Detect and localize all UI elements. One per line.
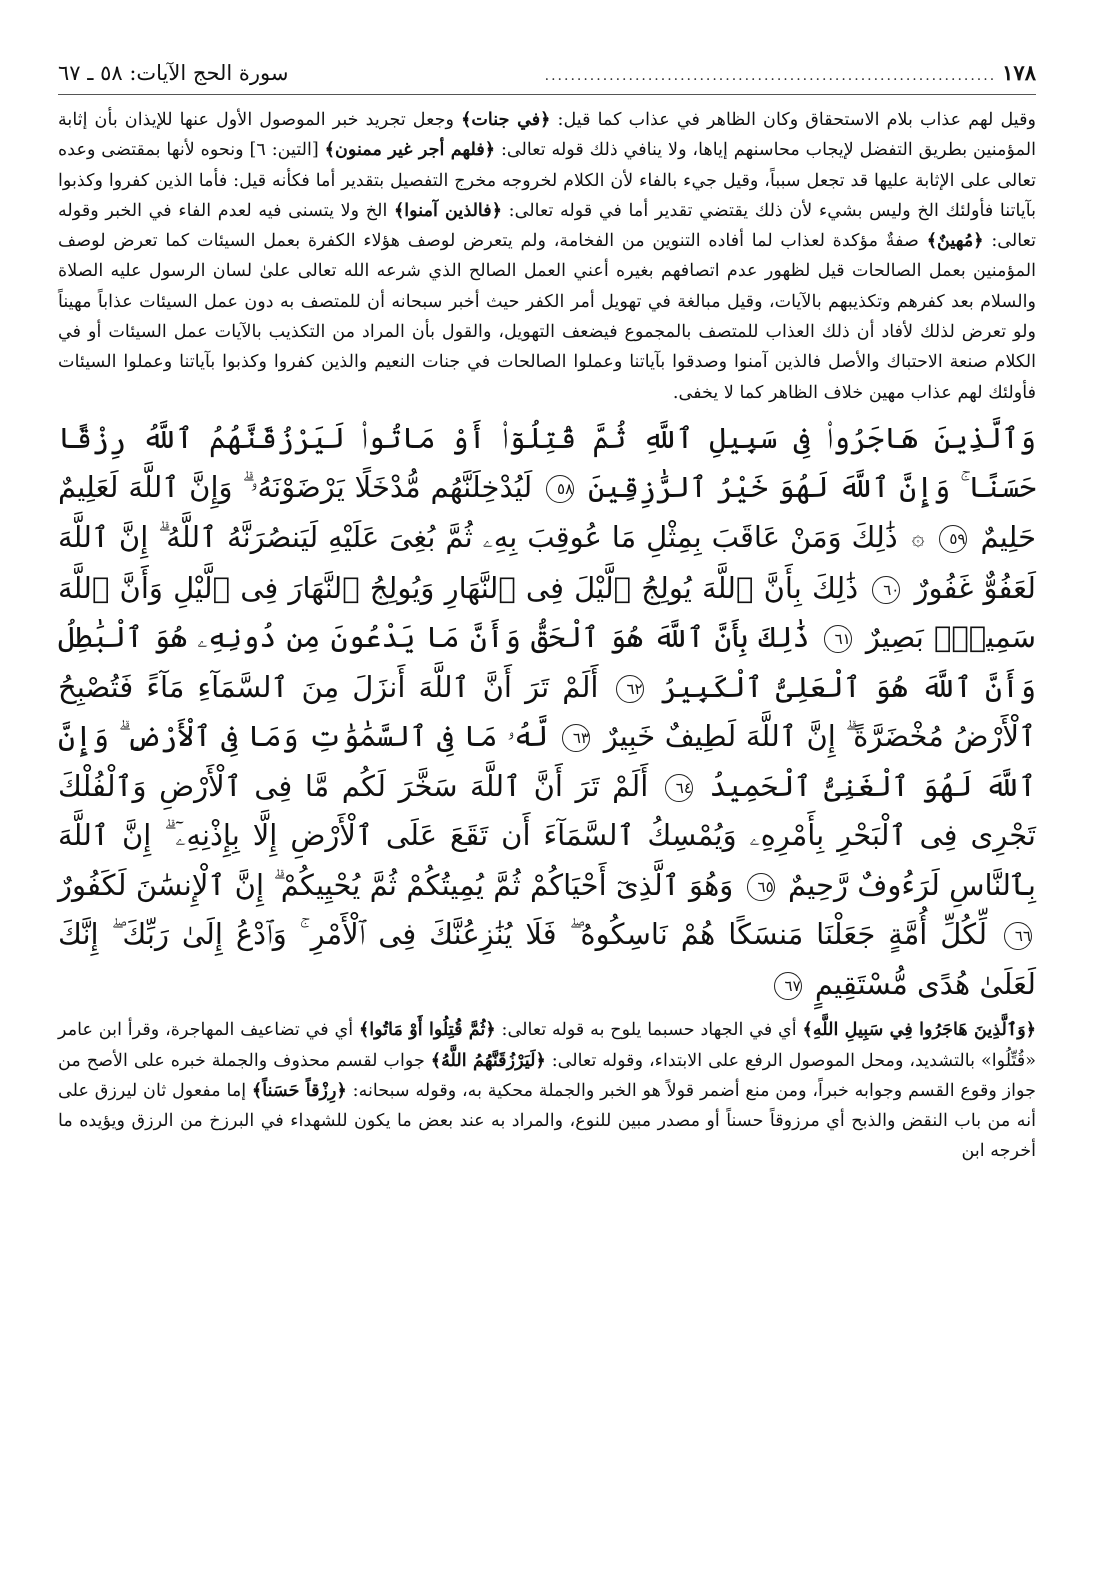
running-title: سورة الحج الآيات: ٥٨ ـ ٦٧ [58,61,289,85]
quoted-verse: ﴿فالذين آمنوا﴾ [393,199,503,221]
commentary-text: الخ ولا يتسنى فيه لعدم الفاء في الخبر وقوله تعالى: [58,200,1037,252]
ayah-number-66: ٦٦ [1004,922,1032,950]
quoted-verse: ﴿في جنات﴾ [461,109,551,130]
rub-el-hizb-icon: ۞ [911,526,925,552]
commentary-text: أي في تضاعيف المهاجرة، وقرأ ابن عامر «قُتِّلُوا» بالتشديد، ومحل الموصول الرفع على الابتداء، وقوله تعالى: [58,1020,1036,1071]
ayah-number-64: ٦٤ [665,774,693,802]
quoted-verse: ﴿رِزْقاً حَسَناً﴾ [251,1079,347,1101]
verse-61: ذَٰلِكَ بِأَنَّ ٱللَّهَ يُولِجُ ٱلَّيْلَ فِى ٱلنَّهَارِ وَيُولِجُ ٱلنَّهَارَ فِى ٱلَّيْلِ وَأَنَّ ٱللَّهَ سَمِيعٌۢ بَصِيرٌ [58,570,1037,655]
ayah-number-67: ٦٧ [774,972,802,1000]
quoted-verse: ﴿وَٱلَّذِينَ هَاجَرُوا فِي سَبِيلِ اللَّهِ﴾ [802,1019,1037,1041]
quoted-verse: ﴿مُهينٌ﴾ [926,230,984,252]
verse-62: ذَٰلِكَ بِأَنَّ ٱللَّهَ هُوَ ٱلْحَقُّ وَأَنَّ مَا يَدْعُونَ مِن دُونِهِۦ هُوَ ٱلْبَٰطِلُ وَأَنَّ ٱللَّهَ هُوَ ٱلْعَلِىُّ ٱلْكَبِيرُ [58,620,1037,704]
verse-66: وَهُوَ ٱلَّذِىٓ أَحْيَاكُمْ ثُمَّ يُمِيتُكُمْ ثُمَّ يُحْيِيكُمْ ۗ إِنَّ ٱلْإِنسَٰنَ لَكَفُورٌ [58,867,734,902]
ayah-number-58: ٥٨ [546,475,574,503]
commentary-top [58,105,1036,408]
commentary-bottom [58,1015,1036,1166]
quoted-verse: ﴿فلهم أجر غير ممنون﴾ [324,139,496,161]
commentary-text: وجعل تجريد خبر الموصول الأول عنها للإيذان بأن إثابة المؤمنين بطريق التفضل لإيجاب محاسنهم إياها، ولا ينافي ذلك قوله تعالى: [58,110,1036,161]
running-head [58,58,1036,95]
leader-dots: ...................................................................... [544,68,997,84]
commentary-text: جواب لقسم محذوف والجملة خبره على الأصح من جواز وقوع القسم وجوابه خبراً، ومن منع أضمر قولاً هو الخبر والجملة محكية به، وقوله سبحانه: [58,1050,1037,1101]
verse-59: لَيُدْخِلَنَّهُم مُّدْخَلًا يَرْضَوْنَهُۥ ۗ وَإِنَّ ٱللَّهَ لَعَلِيمٌ حَلِيمٌ [58,470,1037,554]
ayah-number-65: ٦٥ [747,873,775,901]
verse-64: لَّهُۥ مَا فِى ٱلسَّمَٰوَٰتِ وَمَا فِى ٱلْأَرْضِ ۗ وَإِنَّ ٱللَّهَ لَهُوَ ٱلْغَنِىُّ ٱلْحَمِيدُ [58,719,1037,803]
commentary-text: إما مفعول ثان ليرزق على أنه من باب النقض والذبح أي مرزوقاً حسناً أو مصدر مبين للنوع، والمراد به عند بعض ما يكون للشهداء في البرزخ من الرزق ويؤيده ما أخرجه ابن [58,1080,1036,1162]
verse-67: لِّكُلِّ أُمَّةٍ جَعَلْنَا مَنسَكًا هُمْ نَاسِكُوهُ ۖ فَلَا يُنَٰزِعُنَّكَ فِى ٱلْأَمْرِ ۚ وَٱدْعُ إِلَىٰ رَبِّكَ ۖ إِنَّكَ لَعَلَىٰ هُدًى مُّسْتَقِيمٍ [58,917,1036,1001]
quoted-verse: ﴿ثُمَّ قُتِلُوا أَوْ مَاتُوا﴾ [358,1019,496,1041]
ayah-number-61: ٦١ [824,625,852,653]
quoted-verse: ﴿لَيَرْزُقَنَّهُمُ اللَّهُ﴾ [430,1049,546,1071]
commentary-text: وقيل لهم عذاب بلام الاستحقاق وكان الظاهر في عذاب كما قيل: [557,110,1036,130]
ayah-number-59: ٥٩ [939,525,967,553]
verse-65: أَلَمْ تَرَ أَنَّ ٱللَّهَ سَخَّرَ لَكُم مَّا فِى ٱلْأَرْضِ وَٱلْفُلْكَ تَجْرِى فِى ٱلْبَحْرِ بِأَمْرِهِۦ وَيُمْسِكُ ٱلسَّمَآءَ أَن تَقَعَ عَلَى ٱلْأَرْضِ إِلَّا بِإِذْنِهِۦٓ ۗ إِنَّ ٱللَّهَ بِٱلنَّاسِ لَرَءُوفٌ رَّحِيمٌ [58,768,1037,902]
quran-verses [58,414,1036,1009]
verse-63: أَلَمْ تَرَ أَنَّ ٱللَّهَ أَنزَلَ مِنَ ٱلسَّمَآءِ مَآءً فَتُصْبِحُ ٱلْأَرْضُ مُخْضَرَّةً ۗ إِنَّ ٱللَّهَ لَطِيفٌ خَبِيرٌ [58,669,1037,754]
commentary-text: أي في الجهاد حسبما يلوح به قوله تعالى: [501,1020,797,1041]
ayah-number-63: ٦٣ [562,724,590,752]
page-number: ١٧٨ [1002,60,1036,85]
book-page [58,58,1036,1533]
commentary-text: [التين: ٦] ونحوه لأنها بمقتضى وعده تعالى على الإثابة عليها قد تجعل سبباً، وقيل جيء بالفاء لأن الكلام لخروجه مخرج التفصيل بتقدير أما فكأنه قيل: فأما الذين كفروا وكذبوا بآياتنا فأولئك الخ وليس بشيء لأن ذلك يقتضي تقدير أما في قوله تعالى: [58,140,1037,221]
verse-58: وَٱلَّذِينَ هَاجَرُوا۟ فِى سَبِيلِ ٱللَّهِ ثُمَّ قُتِلُوٓا۟ أَوْ مَاتُوا۟ لَيَرْزُقَنَّهُمُ ٱللَّهُ رِزْقًا حَسَنًا ۚ وَإِنَّ ٱللَّهَ لَهُوَ خَيْرُ ٱلرَّٰزِقِينَ [58,420,1036,505]
ayah-number-62: ٦٢ [616,675,644,703]
commentary-text: صفةٌ مؤكدة لعذاب لما أفاده التنوين من الفخامة، ولم يتعرض لوصف هؤلاء الكفرة بعمل السيئات كما تعرض لوصف المؤمنين بعمل الصالحات قيل لظهور عدم اتصافهم بغيره أعني العمل الصالح الذي شرعه الله تعالى علىٰ لسان الرسول عليه الصلاة والسلام بعد كفرهم وتكذيبهم بالآيات، وقيل مبالغة في تهويل أمر الكفر حيث أخبر سبحانه أن للمتصف به دون عمل السيئات عذاباً مهيناً ولو تعرض لذلك لأفاد أن ذلك العذاب للمتصف بالمجموع فيضعف التهويل، والقول بأن المراد من التكذيب بالآيات عمل السيئات أو في الكلام صنعة الاحتباك والأصل فالذين آمنوا وصدقوا بآياتنا وعملوا الصالحات في جنات النعيم والذين كفروا وكذبوا بآياتنا وعملوا السيئات فأولئك لهم عذاب مهين خلاف الظاهر كما لا يخفى. [58,231,1036,403]
ayah-number-60: ٦٠ [872,576,900,604]
verse-60: ذَٰلِكَ وَمَنْ عَاقَبَ بِمِثْلِ مَا عُوقِبَ بِهِۦ ثُمَّ بُغِىَ عَلَيْهِ لَيَنصُرَنَّهُ ٱللَّهُ ۗ إِنَّ ٱللَّهَ لَعَفُوٌّ غَفُورٌ [58,519,1036,605]
